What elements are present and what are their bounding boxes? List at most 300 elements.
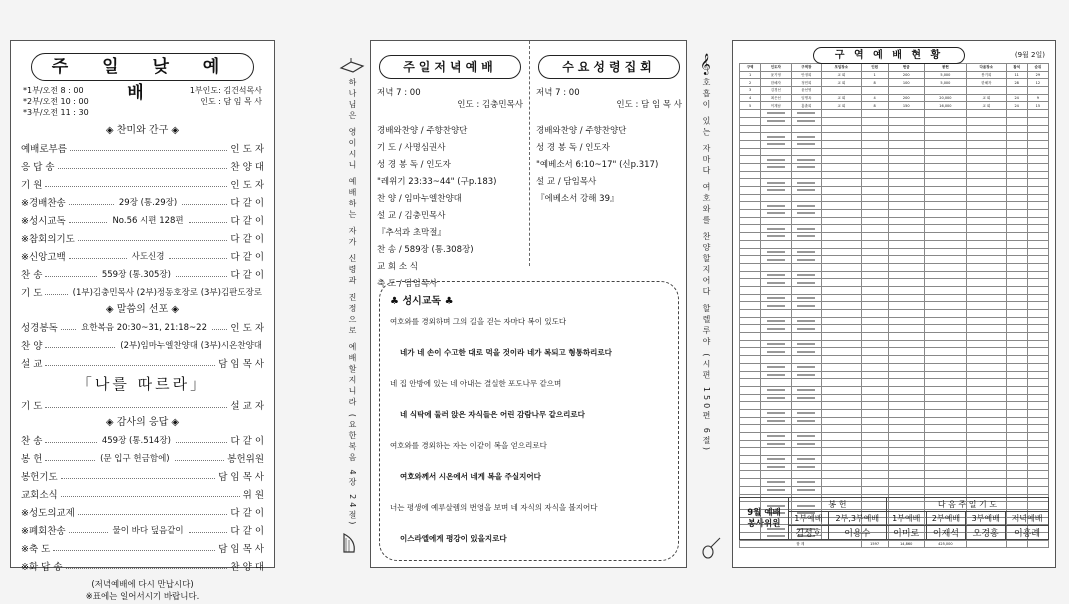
table-cell: [740, 371, 761, 379]
table-row: [740, 248, 1049, 256]
table-cell: [1027, 248, 1048, 256]
table-cell: [861, 133, 888, 141]
total-cell: [1027, 540, 1048, 548]
table-cell: [1006, 356, 1027, 364]
evening-order-line: 기 도 / 사명심권사: [377, 143, 446, 153]
table-cell: [821, 202, 861, 210]
table-cell: [740, 448, 761, 456]
table-cell: [1006, 340, 1027, 348]
table-cell: [791, 171, 821, 179]
illegible-text-mark: [767, 397, 785, 399]
table-cell: [888, 463, 924, 471]
table-row: [740, 140, 1049, 148]
table-cell: [761, 409, 791, 417]
table-cell: [888, 317, 924, 325]
table-cell: [888, 456, 924, 464]
table-cell: [791, 463, 821, 471]
table-cell: [861, 140, 888, 148]
table-cell: 2: [740, 79, 761, 87]
response-row: [21, 557, 264, 575]
table-cell: [791, 302, 821, 310]
table-header-cell: 인원: [861, 64, 888, 72]
table-cell: [821, 271, 861, 279]
table-cell: [740, 148, 761, 156]
table-cell: [924, 356, 966, 364]
table-cell: [888, 256, 924, 264]
order-item-person: 다 같 이: [230, 234, 264, 245]
leader-dots: [189, 532, 228, 533]
illegible-text-mark: [797, 228, 815, 230]
leader-dots: [189, 222, 228, 223]
evening-order-line: 찬 양 / 임마누엘찬양대: [377, 194, 462, 204]
offering-head: 봉 헌: [789, 498, 887, 512]
table-cell: [888, 302, 924, 310]
word-row: [21, 336, 264, 354]
table-cell: [888, 117, 924, 125]
next-week-table: [739, 497, 1049, 540]
order-item-name: 예배로부름: [21, 144, 67, 155]
evening-note: (저녁예배에 다시 만납시다): [91, 580, 194, 590]
leader-dots: [45, 186, 227, 187]
table-cell: [761, 140, 791, 148]
table-cell: [861, 248, 888, 256]
table-cell: [1006, 125, 1027, 133]
table-cell: [861, 356, 888, 364]
order-item-name: 기 도: [21, 288, 43, 299]
table-cell: [1027, 286, 1048, 294]
table-cell: [740, 433, 761, 441]
word-items-after: [21, 396, 264, 414]
order-item-name: 응 답 송: [21, 162, 55, 173]
wednesday-order-line: 성 경 봉 독 / 인도자: [536, 143, 610, 153]
table-cell: [861, 371, 888, 379]
table-cell: [966, 402, 1006, 410]
table-cell: [791, 156, 821, 164]
leader-dots: [70, 150, 228, 151]
table-cell: [861, 310, 888, 318]
table-row: [740, 233, 1049, 241]
table-row: [740, 256, 1049, 264]
order-item-detail: (2부)임마누엘찬양대 (3부)시온찬양대: [120, 341, 262, 351]
order-item-detail: (1부)김충민목사 (2부)정동호장로 (3부)김판도장로: [72, 288, 262, 298]
table-cell: [861, 233, 888, 241]
table-cell: [791, 240, 821, 248]
table-row: [740, 409, 1049, 417]
table-cell: [791, 448, 821, 456]
violin-icon: [700, 536, 722, 560]
table-row: [740, 294, 1049, 302]
table-header-cell: 봉헌: [924, 64, 966, 72]
table-cell: [1027, 325, 1048, 333]
table-cell: [740, 425, 761, 433]
table-cell: [740, 286, 761, 294]
table-cell: [821, 125, 861, 133]
table-cell: [791, 279, 821, 287]
table-header-cell: 인도자: [761, 64, 791, 72]
illegible-text-mark: [767, 389, 785, 391]
table-row: [740, 394, 1049, 402]
wednesday-order: [536, 125, 682, 210]
table-row: [740, 271, 1049, 279]
table-cell: [791, 271, 821, 279]
table-cell: [761, 333, 791, 341]
table-cell: [791, 117, 821, 125]
table-cell: [924, 194, 966, 202]
table-cell: [966, 371, 1006, 379]
illegible-text-mark: [767, 481, 785, 483]
table-cell: [1006, 433, 1027, 441]
table-cell: [821, 471, 861, 479]
table-cell: [966, 286, 1006, 294]
duty-name: 오경홍: [966, 526, 1006, 540]
total-cell: 425,000: [924, 540, 966, 548]
table-cell: [821, 210, 861, 218]
table-cell: [761, 386, 791, 394]
leader-dots: [61, 478, 216, 479]
illegible-text-mark: [797, 412, 815, 414]
table-cell: [1006, 225, 1027, 233]
table-cell: [740, 402, 761, 410]
table-cell: [966, 417, 1006, 425]
table-cell: [888, 310, 924, 318]
table-cell: [924, 348, 966, 356]
table-row: [740, 102, 1049, 110]
order-item-person: 다 같 이: [230, 252, 265, 263]
table-cell: [924, 256, 966, 264]
table-cell: [791, 294, 821, 302]
table-cell: [966, 394, 1006, 402]
table-cell: [1006, 140, 1027, 148]
table-cell: [740, 379, 761, 387]
illegible-text-mark: [767, 205, 785, 207]
table-row: [740, 440, 1049, 448]
table-cell: [791, 125, 821, 133]
table-cell: [740, 471, 761, 479]
table-cell: 윤선영: [791, 87, 821, 95]
response-row: [21, 503, 264, 521]
table-cell: [1027, 271, 1048, 279]
table-cell: 임명옥: [791, 94, 821, 102]
illegible-text-mark: [797, 159, 815, 161]
table-cell: [791, 210, 821, 218]
table-cell: [821, 409, 861, 417]
order-item-detail: 요한복음 20:30~31, 21:18~22: [81, 323, 207, 333]
table-cell: [791, 440, 821, 448]
order-item-name: 기 원: [21, 180, 43, 191]
table-cell: 정민희: [791, 79, 821, 87]
table-cell: [740, 140, 761, 148]
reading-line: 네 식탁에 둘러 앉은 자식들은 어린 감람나무 같으리로다: [400, 410, 585, 419]
table-cell: [1006, 263, 1027, 271]
table-cell: [740, 463, 761, 471]
table-cell: [966, 279, 1006, 287]
table-row: [740, 471, 1049, 479]
table-cell: [1027, 110, 1048, 118]
table-cell: [761, 448, 791, 456]
table-cell: [740, 394, 761, 402]
duty-column: 1부예배: [886, 512, 926, 526]
word-row: [21, 396, 264, 414]
table-cell: [966, 225, 1006, 233]
table-cell: [761, 194, 791, 202]
table-cell: [821, 286, 861, 294]
order-item-person: 담 임 목 사: [218, 472, 264, 483]
table-cell: 5,000: [924, 79, 966, 87]
table-cell: [740, 133, 761, 141]
table-cell: [1006, 456, 1027, 464]
table-cell: [924, 148, 966, 156]
section-praise: ◈ 찬미와 간구 ◈: [105, 125, 180, 136]
total-cell: [966, 540, 1006, 548]
illegible-text-mark: [797, 489, 815, 491]
table-cell: [821, 363, 861, 371]
table-cell: [1006, 240, 1027, 248]
table-cell: [1027, 440, 1048, 448]
table-cell: 150: [888, 102, 924, 110]
response-row: [21, 467, 264, 485]
table-cell: [861, 425, 888, 433]
table-cell: [924, 340, 966, 348]
table-cell: [761, 187, 791, 195]
table-cell: 5,000: [924, 71, 966, 79]
table-cell: [761, 456, 791, 464]
table-cell: [821, 356, 861, 364]
illegible-text-mark: [767, 374, 785, 376]
table-cell: [1006, 286, 1027, 294]
illegible-text-mark: [797, 112, 815, 114]
table-cell: [740, 363, 761, 371]
table-cell: 교 회: [821, 71, 861, 79]
time-2: *2부/오전 10 : 00: [23, 97, 89, 106]
order-item-person: 설 교 자: [230, 401, 264, 412]
table-cell: [966, 317, 1006, 325]
table-cell: [924, 286, 966, 294]
table-cell: [888, 225, 924, 233]
table-cell: [761, 379, 791, 387]
reading-lines: [390, 315, 668, 563]
table-cell: [791, 456, 821, 464]
table-cell: [1006, 348, 1027, 356]
leader-dots: [182, 204, 227, 205]
table-cell: [861, 279, 888, 287]
table-cell: [861, 263, 888, 271]
table-cell: [791, 133, 821, 141]
illegible-text-mark: [767, 458, 785, 460]
table-cell: 김경선: [761, 87, 791, 95]
table-cell: [861, 302, 888, 310]
table-cell: [740, 202, 761, 210]
table-cell: 24: [1006, 94, 1027, 102]
table-cell: [761, 217, 791, 225]
table-cell: [861, 87, 888, 95]
table-row: [740, 340, 1049, 348]
evening-order-line: 『추석과 초막절』: [377, 228, 446, 238]
table-cell: [888, 448, 924, 456]
table-cell: [791, 317, 821, 325]
order-item-name: 찬 양: [21, 341, 43, 352]
table-cell: [888, 187, 924, 195]
order-item-name: 찬 송: [21, 270, 43, 281]
table-cell: [761, 210, 791, 218]
table-cell: [966, 194, 1006, 202]
table-cell: [821, 425, 861, 433]
table-cell: [821, 448, 861, 456]
table-cell: [1006, 179, 1027, 187]
table-cell: [1027, 340, 1048, 348]
total-cell: 1597: [861, 540, 888, 548]
table-cell: [861, 340, 888, 348]
total-row: [740, 540, 1049, 548]
table-row: [740, 163, 1049, 171]
praise-row: [21, 283, 264, 301]
table-cell: [740, 233, 761, 241]
table-cell: [791, 263, 821, 271]
table-header-cell: 구역장: [791, 64, 821, 72]
order-item-person: 다 같 이: [230, 198, 264, 209]
table-cell: [1027, 425, 1048, 433]
table-cell: [1006, 333, 1027, 341]
table-cell: [861, 187, 888, 195]
table-cell: [888, 179, 924, 187]
table-row: [740, 433, 1049, 441]
table-cell: [740, 263, 761, 271]
reading-line: 네가 네 손이 수고한 대로 먹을 것이라 네가 복되고 형통하리로다: [400, 348, 612, 357]
order-item-person: 다 같 이: [230, 526, 264, 537]
table-cell: [821, 87, 861, 95]
table-cell: [924, 125, 966, 133]
table-cell: 8: [861, 79, 888, 87]
illegible-text-mark: [797, 466, 815, 468]
table-cell: 교 회: [966, 102, 1006, 110]
table-cell: [924, 386, 966, 394]
table-cell: [761, 271, 791, 279]
table-cell: [861, 294, 888, 302]
table-cell: [861, 417, 888, 425]
table-cell: [966, 448, 1006, 456]
wednesday-title: 수요성령집회: [538, 55, 680, 79]
table-cell: [761, 202, 791, 210]
table-cell: [1027, 240, 1048, 248]
table-cell: [740, 187, 761, 195]
table-cell: [791, 325, 821, 333]
table-cell: [761, 279, 791, 287]
table-cell: [821, 294, 861, 302]
table-cell: [888, 194, 924, 202]
table-cell: 16,000: [924, 102, 966, 110]
evening-order-line: 경배와찬양 / 주향찬양단: [377, 126, 468, 136]
table-cell: [1006, 371, 1027, 379]
illegible-text-mark: [797, 305, 815, 307]
table-cell: 4: [740, 94, 761, 102]
order-item-person: 봉헌위원: [227, 454, 265, 465]
table-cell: [821, 456, 861, 464]
table-cell: 최은선: [761, 94, 791, 102]
table-cell: [966, 240, 1006, 248]
table-cell: [888, 171, 924, 179]
table-cell: [861, 217, 888, 225]
table-cell: [740, 440, 761, 448]
order-item-name: ※화 답 송: [21, 562, 63, 573]
table-row: [740, 333, 1049, 341]
table-cell: [821, 217, 861, 225]
table-cell: [924, 271, 966, 279]
table-cell: [966, 340, 1006, 348]
table-cell: [1027, 233, 1048, 241]
table-row: [740, 402, 1049, 410]
table-cell: [924, 225, 966, 233]
table-row: [740, 279, 1049, 287]
table-cell: [821, 117, 861, 125]
table-cell: 1: [740, 71, 761, 79]
table-cell: [1027, 117, 1048, 125]
table-cell: [740, 340, 761, 348]
leader-dots: [69, 258, 127, 259]
leader-dots: [78, 240, 228, 241]
table-cell: [821, 340, 861, 348]
evening-order: [377, 125, 523, 295]
table-cell: 28: [1006, 79, 1027, 87]
table-cell: [888, 263, 924, 271]
table-cell: [791, 140, 821, 148]
table-cell: [821, 263, 861, 271]
table-row: [740, 194, 1049, 202]
table-cell: [791, 286, 821, 294]
table-cell: [821, 417, 861, 425]
table-cell: [966, 140, 1006, 148]
evening-time: 저녁 7 : 00: [377, 88, 421, 98]
table-row: [740, 325, 1049, 333]
table-cell: [888, 356, 924, 364]
table-cell: [924, 402, 966, 410]
table-cell: [740, 333, 761, 341]
table-cell: [740, 125, 761, 133]
table-row: [740, 87, 1049, 95]
table-cell: [888, 202, 924, 210]
section-word: ◈ 말씀의 선포 ◈: [105, 304, 180, 315]
table-cell: [1027, 156, 1048, 164]
table-cell: [888, 425, 924, 433]
order-item-name: 설 교: [21, 359, 43, 370]
illegible-text-mark: [767, 166, 785, 168]
illegible-text-mark: [797, 205, 815, 207]
table-cell: [924, 440, 966, 448]
table-cell: [1027, 179, 1048, 187]
illegible-text-mark: [767, 305, 785, 307]
wednesday-service: [530, 41, 688, 266]
table-cell: [861, 363, 888, 371]
section-response: ◈ 감사의 응답 ◈: [105, 417, 180, 428]
table-cell: [791, 363, 821, 371]
order-item-name: 교회소식: [21, 490, 58, 501]
table-cell: [861, 409, 888, 417]
table-cell: [888, 279, 924, 287]
table-cell: 교 회: [821, 79, 861, 87]
vertical-verse-right: 호흡이 있는 자마다 여호와를 찬양할지어다 할렐루야 (시편 150편 6절): [702, 78, 711, 453]
table-cell: [861, 456, 888, 464]
table-cell: [821, 463, 861, 471]
table-cell: [1006, 425, 1027, 433]
total-label: 합 계: [740, 540, 862, 548]
illegible-text-mark: [797, 351, 815, 353]
table-cell: [740, 417, 761, 425]
table-cell: [761, 317, 791, 325]
table-cell: [761, 463, 791, 471]
book-icon: [339, 54, 365, 76]
table-cell: [821, 433, 861, 441]
table-cell: [861, 156, 888, 164]
table-header-row: [740, 64, 1049, 72]
table-cell: [888, 87, 924, 95]
